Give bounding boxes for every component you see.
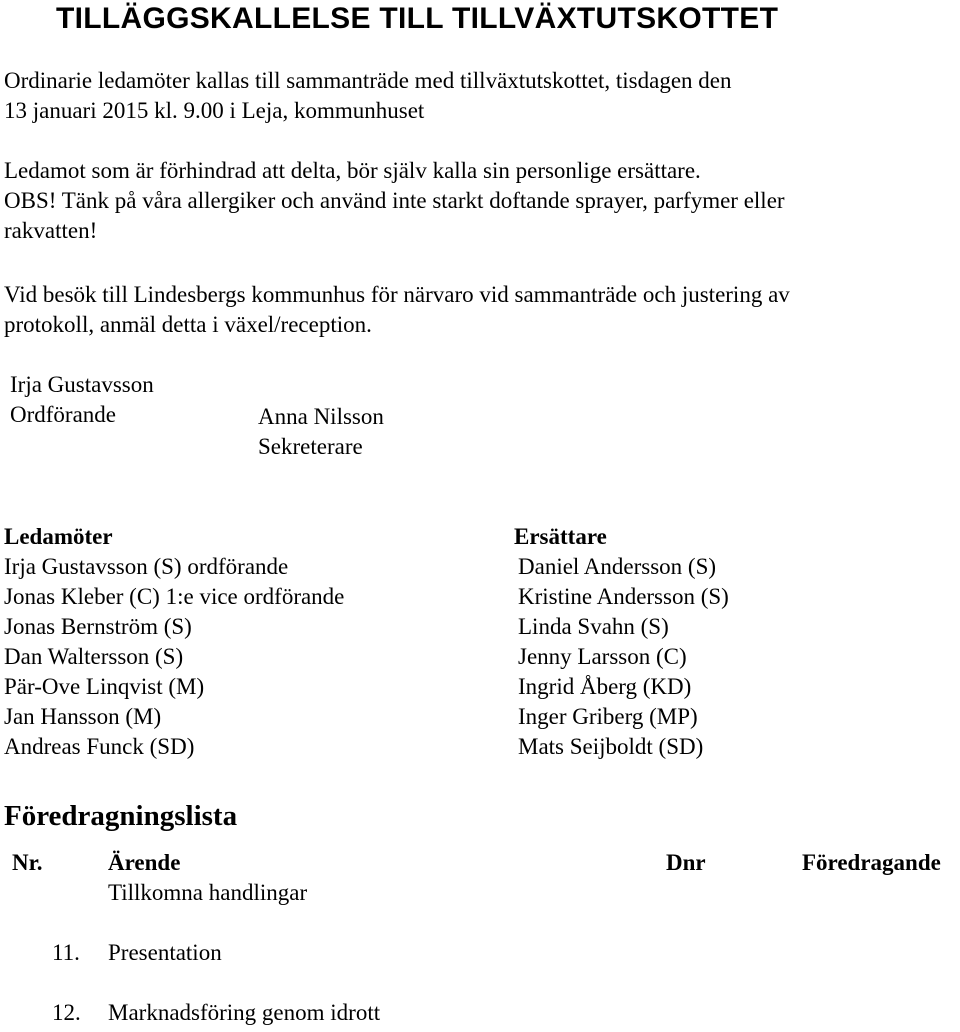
member-item: Dan Waltersson (S) — [4, 644, 184, 669]
member-item: Irja Gustavsson (S) ordförande — [4, 554, 289, 579]
secretary-name: Anna Nilsson — [258, 404, 384, 429]
visit-notice-line-1: Vid besök till Lindesbergs kommunhus för närvaro vid sammanträde och justering av — [4, 282, 790, 307]
chair-role: Ordförande — [10, 402, 117, 427]
allergy-notice-line-2: rakvatten! — [4, 218, 98, 243]
substitute-item: Inger Griberg (MP) — [518, 704, 698, 729]
agenda-header-nr: Nr. — [12, 850, 43, 875]
agenda-header-presenter: Föredragande — [802, 850, 941, 875]
member-item: Jonas Kleber (C) 1:e vice ordförande — [4, 584, 345, 609]
agenda-row-item: Marknadsföring genom idrott — [108, 1000, 381, 1025]
agenda-header-item: Ärende — [108, 850, 181, 875]
agenda-row-nr: 11. — [52, 940, 80, 965]
allergy-notice-line-1: OBS! Tänk på våra allergiker och använd inte starkt doftande sprayer, parfymer eller — [4, 188, 785, 213]
members-list — [4, 552, 344, 762]
meeting-info-line-2: 13 januari 2015 kl. 9.00 i Leja, kommunhuset — [4, 98, 425, 123]
substitute-item: Daniel Andersson (S) — [518, 554, 717, 579]
document-title: TILLÄGGSKALLELSE TILL TILLVÄXTUTSKOTTET — [56, 2, 779, 35]
substitutes-heading: Ersättare — [514, 524, 607, 549]
chair-name: Irja Gustavsson — [10, 372, 154, 397]
agenda-row-nr: 12. — [52, 1000, 81, 1025]
secretary-role: Sekreterare — [258, 434, 363, 459]
agenda-title: Föredragningslista — [4, 800, 238, 832]
member-item: Jonas Bernström (S) — [4, 614, 192, 639]
members-heading: Ledamöter — [4, 524, 113, 549]
agenda-row-item: Tillkomna handlingar — [108, 880, 308, 905]
member-item: Andreas Funck (SD) — [4, 734, 195, 759]
substitute-item: Ingrid Åberg (KD) — [518, 674, 692, 699]
substitutes-list — [518, 552, 729, 762]
substitute-item: Kristine Andersson (S) — [518, 584, 729, 609]
member-item: Pär-Ove Linqvist (M) — [4, 674, 205, 699]
visit-notice-line-2: protokoll, anmäl detta i växel/reception. — [4, 312, 372, 337]
substitute-notice: Ledamot som är förhindrad att delta, bör själv kalla sin personlige ersättare. — [4, 158, 701, 183]
substitute-item: Linda Svahn (S) — [518, 614, 669, 639]
meeting-info-line-1: Ordinarie ledamöter kallas till sammanträde med tillväxtutskottet, tisdagen den — [4, 68, 732, 93]
agenda-header-dnr: Dnr — [666, 850, 706, 875]
substitute-item: Jenny Larsson (C) — [518, 644, 687, 669]
agenda-row-item: Presentation — [108, 940, 222, 965]
member-item: Jan Hansson (M) — [4, 704, 162, 729]
substitute-item: Mats Seijboldt (SD) — [518, 734, 704, 759]
